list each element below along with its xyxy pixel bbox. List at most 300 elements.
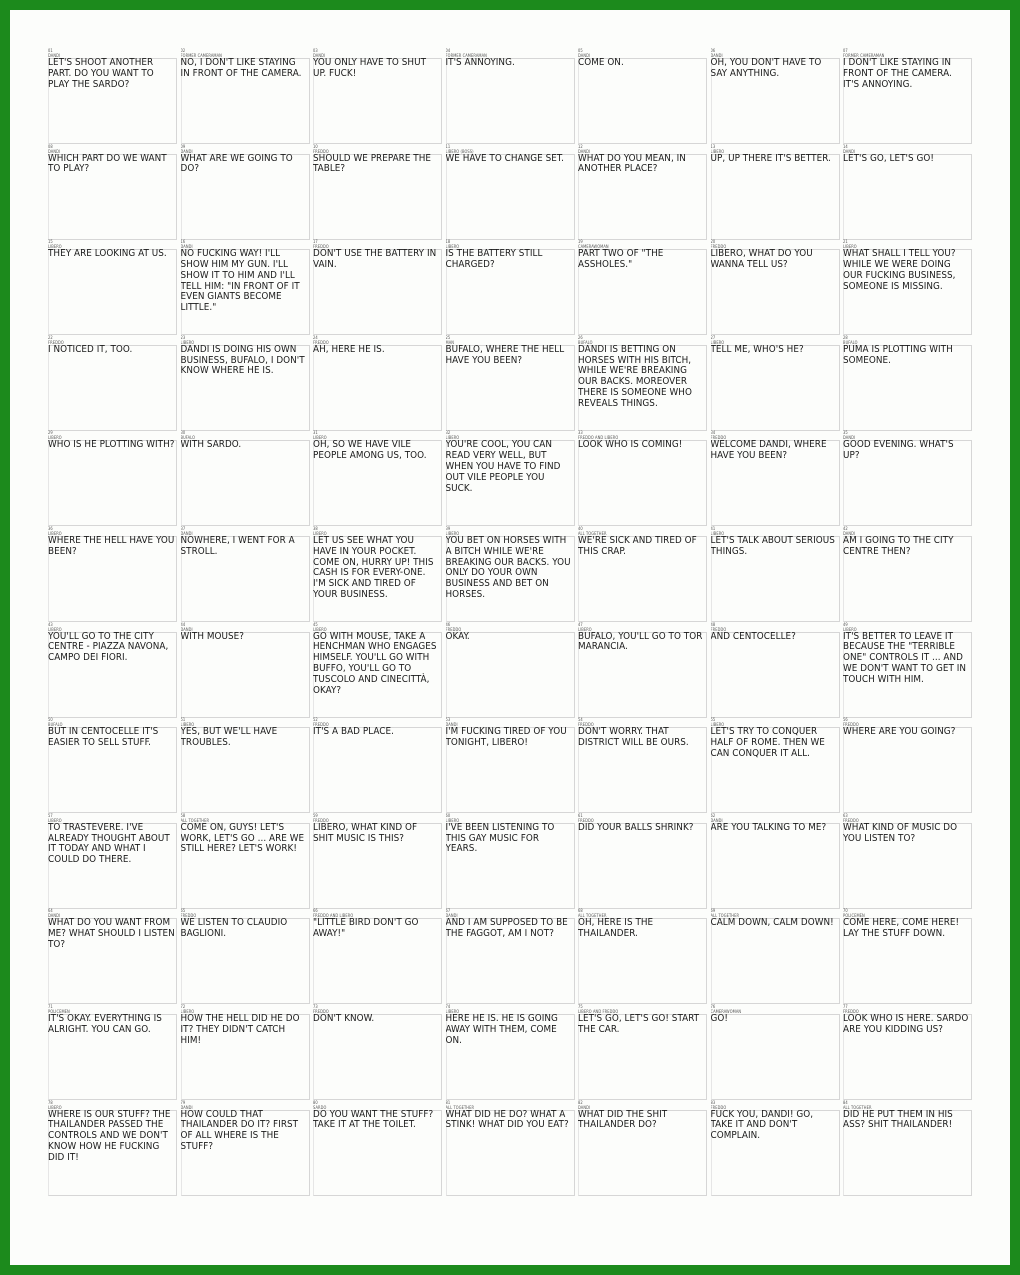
cell-number: 32	[445, 430, 451, 436]
speaker-name: DANDI	[445, 722, 458, 728]
cell-frame	[48, 345, 177, 431]
dialogue-cell	[181, 908, 310, 1004]
speaker-name: DANDI	[180, 244, 193, 250]
dialogue-cell	[181, 717, 310, 813]
dialogue-line: WE LISTEN TO CLAUDIO BAGLIONI.	[180, 917, 288, 940]
dialogue-cell	[48, 717, 177, 813]
dialogue-cell	[181, 526, 310, 622]
speaker-name: FREDDO	[710, 435, 727, 441]
cell-frame	[578, 440, 707, 526]
dialogue-cell	[843, 813, 972, 909]
dialogue-line: DID HE PUT THEM IN HIS ASS? SHIT THAILANDER!	[843, 1108, 953, 1131]
dialogue-line: WE HAVE TO CHANGE SET.	[445, 152, 565, 164]
cell-number: 43	[48, 621, 53, 627]
dialogue-cell	[578, 908, 707, 1004]
dialogue-line: OH, YOU DON'T HAVE TO SAY ANYTHING.	[710, 57, 822, 79]
speaker-name: FREDDO AND LIBERO	[578, 435, 619, 441]
speaker-name: LIBERO	[710, 148, 725, 154]
speaker-name: DANDI	[578, 148, 591, 154]
dialogue-cell	[313, 430, 442, 526]
speaker-name: FORMER CAMERAMAN	[843, 53, 885, 58]
dialogue-line: WHAT ARE WE GOING TO DO?	[180, 152, 293, 175]
cell-number: 12	[578, 143, 583, 149]
dialogue-cell	[843, 1004, 972, 1100]
cell-number: 18	[445, 239, 451, 245]
cell-number: 42	[843, 526, 848, 531]
dialogue-cell	[843, 239, 972, 335]
dialogue-line: IT'S ANNOYING.	[445, 57, 515, 68]
dialogue-line: LOOK WHO IS HERE. SARDO ARE YOU KIDDING US?	[843, 1013, 969, 1035]
dialogue-cell	[446, 908, 575, 1004]
cell-number: 04	[445, 48, 451, 53]
dialogue-cell	[313, 908, 442, 1004]
cell-frame	[446, 632, 575, 718]
cell-number: 41	[710, 526, 716, 531]
cell-number: 09	[180, 143, 186, 149]
dialogue-line: NO, I DON'T LIKE STAYING IN FRONT OF THE CAMERA.	[180, 57, 302, 79]
cell-number: 40	[578, 526, 583, 531]
speaker-name: BUFALO	[180, 435, 196, 441]
cell-number: 58	[180, 812, 186, 818]
cell-number: 45	[313, 621, 318, 627]
speaker-name: ALL TOGETHER	[180, 817, 210, 823]
dialogue-line: DON'T KNOW.	[313, 1013, 375, 1024]
dialogue-cell	[48, 430, 177, 526]
cell-number: 80	[313, 1099, 318, 1105]
dialogue-cell	[711, 335, 840, 431]
dialogue-line: HOW COULD THAT THAILANDER DO IT? FIRST OF ALL WHERE IS THE STUFF?	[180, 1108, 299, 1152]
speaker-name: LIBERO	[445, 531, 460, 536]
dialogue-line: BUT IN CENTOCELLE IT'S EASIER TO SELL STUFF.	[48, 726, 159, 748]
cell-frame	[313, 1014, 442, 1100]
speaker-name: DANDI	[180, 531, 193, 536]
cell-number: 70	[843, 908, 848, 914]
speaker-name: BUFALO	[843, 339, 858, 345]
cell-number: 15	[48, 239, 53, 245]
dialogue-line: UP, UP THERE IT'S BETTER.	[710, 152, 831, 164]
speaker-name: ALL TOGETHER	[578, 531, 607, 536]
dialogue-line: WHERE ARE YOU GOING?	[843, 726, 956, 738]
cell-number: 73	[313, 1004, 318, 1009]
dialogue-line: WHAT KIND OF MUSIC DO YOU LISTEN TO?	[843, 821, 958, 844]
cell-number: 05	[578, 48, 583, 53]
dialogue-cell	[843, 1100, 972, 1196]
cell-number: 51	[180, 717, 186, 723]
dialogue-cell	[578, 239, 707, 335]
dialogue-line: "LITTLE BIRD DON'T GO AWAY!"	[313, 917, 419, 940]
cell-number: 74	[445, 1004, 451, 1009]
dialogue-line: WHERE IS OUR STUFF? THE THAILANDER PASSED THE CONTROLS AND WE DON'T KNOW HOW HE FUCKING DID IT!	[48, 1108, 171, 1163]
cell-frame	[843, 154, 972, 240]
speaker-name: FREDDO	[578, 817, 594, 823]
dialogue-line: WHO IS HE PLOTTING WITH?	[48, 439, 175, 451]
speaker-name: LIBERO	[710, 531, 725, 536]
speaker-name: FREDDO AND LIBERO	[313, 913, 354, 919]
dialogue-cell	[313, 335, 442, 431]
dialogue-cell	[578, 335, 707, 431]
cell-number: 06	[710, 48, 716, 53]
dialogue-line: WITH SARDO.	[180, 439, 242, 451]
speaker-name: FREDDO	[313, 244, 329, 250]
cell-frame	[48, 249, 177, 335]
cell-number: 19	[578, 239, 583, 245]
dialogue-line: GO WITH MOUSE, TAKE A HENCHMAN WHO ENGAGES HIMSELF. YOU'LL GO WITH BUFFO, YOU'LL GO TO TUSCOLO AND CINECITTÀ, OKAY?	[313, 630, 437, 696]
speaker-name: FREDDO	[843, 1009, 859, 1014]
cell-number: 36	[48, 526, 53, 531]
speaker-name: CAMERAWOMAN	[578, 244, 609, 250]
dialogue-line: GO!	[710, 1013, 728, 1024]
cell-number: 81	[445, 1099, 451, 1105]
dialogue-cell	[48, 239, 177, 335]
speaker-name: FREDDO	[313, 339, 329, 345]
dialogue-cell	[446, 144, 575, 240]
speaker-name: FREDDO	[180, 913, 197, 919]
cell-number: 65	[180, 908, 186, 914]
dialogue-line: LET'S TRY TO CONQUER HALF OF ROME. THEN WE CAN CONQUER IT ALL.	[710, 726, 825, 759]
cell-number: 55	[710, 717, 716, 723]
cell-number: 78	[48, 1099, 53, 1105]
dialogue-line: SHOULD WE PREPARE THE TABLE?	[313, 152, 432, 175]
cell-frame	[578, 58, 707, 144]
dialogue-cell	[578, 813, 707, 909]
dialogue-cell	[446, 430, 575, 526]
cell-number: 72	[180, 1004, 186, 1009]
dialogue-cell	[711, 1004, 840, 1100]
storyboard-sheet	[10, 10, 1010, 1265]
dialogue-cell	[843, 430, 972, 526]
speaker-name: LIBERO	[313, 531, 327, 536]
dialogue-line: WHAT DID THE SHIT THAILANDER DO?	[578, 1108, 668, 1131]
dialogue-line: AND CENTOCELLE?	[710, 630, 796, 642]
speaker-name: LIBERO	[180, 1009, 195, 1014]
cell-frame	[711, 345, 840, 431]
speaker-name: LIBERO (BOSS)	[445, 148, 474, 154]
dialogue-cell	[48, 335, 177, 431]
dialogue-line: NO FUCKING WAY! I'LL SHOW HIM MY GUN. I'LL SHOW IT TO HIM AND I'LL TELL HIM: "IN FRONT OF IT EVEN GIANTS BECOME LITTLE."	[180, 248, 300, 314]
dialogue-line: COME ON, GUYS! LET'S WORK, LET'S GO ... ARE WE STILL HERE? LET'S WORK!	[180, 821, 305, 855]
cell-number: 34	[710, 430, 716, 436]
cell-number: 53	[445, 717, 451, 723]
speaker-name: LIBERO	[48, 817, 62, 823]
dialogue-line: YOU'LL GO TO THE CITY CENTRE - PIAZZA NAVONA, CAMPO DEI FIORI.	[48, 630, 169, 664]
dialogue-cell	[578, 430, 707, 526]
cell-number: 24	[313, 334, 318, 340]
dialogue-line: WHAT SHALL I TELL YOU? WHILE WE WERE DOING OUR FUCKING BUSINESS, SOMEONE IS MISSING.	[843, 248, 956, 292]
cell-number: 46	[445, 621, 451, 627]
dialogue-line: YOU'RE COOL, YOU CAN READ VERY WELL, BUT WHEN YOU HAVE TO FIND OUT VILE PEOPLE YOU SUCK.	[445, 439, 561, 494]
speaker-name: LIBERO	[445, 244, 460, 250]
dialogue-line: HOW THE HELL DID HE DO IT? THEY DIDN'T CATCH HIM!	[180, 1013, 300, 1046]
cell-number: 75	[578, 1004, 583, 1009]
cell-number: 03	[313, 48, 318, 53]
dialogue-line: TO TRASTEVERE. I'VE ALREADY THOUGHT ABOUT IT TODAY AND WHAT I COULD DO THERE.	[48, 821, 170, 866]
speaker-name: FORMER CAMERAMAN	[180, 53, 222, 58]
cell-number: 29	[48, 430, 53, 436]
speaker-name: ALL TOGETHER	[710, 913, 740, 919]
dialogue-line: DON'T WORRY. THAT DISTRICT WILL BE OURS.	[578, 726, 689, 748]
dialogue-line: DID YOUR BALLS SHRINK?	[578, 821, 694, 833]
speaker-name: DANDI	[180, 148, 193, 154]
speaker-name: POLICEMEN	[843, 913, 865, 919]
dialogue-cell	[48, 1100, 177, 1196]
dialogue-line: CALM DOWN, CALM DOWN!	[710, 917, 834, 929]
cell-number: 48	[710, 621, 716, 627]
speaker-name: FREDDO	[313, 148, 329, 154]
dialogue-cell	[843, 48, 972, 144]
dialogue-cell	[313, 622, 442, 718]
dialogue-cell	[48, 908, 177, 1004]
cell-number: 22	[48, 334, 53, 340]
dialogue-cell	[711, 430, 840, 526]
cell-number: 79	[180, 1099, 186, 1105]
speaker-name: LIBERO	[710, 339, 725, 345]
speaker-name: DANDI	[843, 435, 856, 441]
dialogue-cell	[578, 144, 707, 240]
dialogue-cell	[578, 1100, 707, 1196]
cell-number: 13	[710, 143, 716, 149]
dialogue-line: OH, HERE IS THE THAILANDER.	[578, 917, 654, 940]
cell-frame	[711, 154, 840, 240]
dialogue-line: OH, SO WE HAVE VILE PEOPLE AMONG US, TOO.	[313, 439, 427, 462]
speaker-name: DANDI	[48, 53, 61, 58]
cell-number: 23	[180, 334, 186, 340]
speaker-name: LIBERO	[843, 626, 857, 632]
dialogue-cell	[48, 48, 177, 144]
speaker-name: FREDDO	[313, 817, 329, 823]
dialogue-cell	[711, 908, 840, 1004]
dialogue-cell	[446, 717, 575, 813]
dialogue-cell	[313, 1004, 442, 1100]
dialogue-cell	[446, 48, 575, 144]
dialogue-cell	[578, 1004, 707, 1100]
dialogue-line: WHERE THE HELL HAVE YOU BEEN?	[48, 535, 175, 557]
dialogue-line: LET'S SHOOT ANOTHER PART. DO YOU WANT TO PLAY THE SARDO?	[48, 57, 154, 90]
dialogue-line: ARE YOU TALKING TO ME?	[710, 821, 827, 833]
cell-number: 44	[180, 621, 186, 627]
cell-number: 63	[843, 812, 848, 818]
speaker-name: FORMER CAMERAMAN	[445, 53, 487, 58]
cell-number: 83	[710, 1099, 716, 1105]
speaker-name: ALL TOGETHER	[578, 913, 607, 919]
speaker-name: DANDI	[48, 913, 61, 919]
dialogue-cell	[48, 144, 177, 240]
cell-number: 10	[313, 143, 318, 149]
speaker-name: FREDDO	[710, 626, 727, 632]
cell-number: 37	[180, 526, 186, 531]
cell-frame	[843, 727, 972, 813]
cell-number: 52	[313, 717, 318, 723]
speaker-name: LIBERO	[710, 722, 725, 728]
dialogue-cell	[181, 622, 310, 718]
cell-number: 25	[445, 334, 451, 340]
cell-number: 62	[710, 812, 716, 818]
speaker-name: BUFALO	[48, 722, 63, 728]
dialogue-cell	[313, 144, 442, 240]
speaker-name: DANDI	[180, 1104, 193, 1110]
cell-frame	[446, 154, 575, 240]
speaker-name: CAMERAWOMAN	[710, 1009, 742, 1014]
dialogue-cell	[313, 1100, 442, 1196]
dialogue-line: PART TWO OF "THE ASSHOLES."	[578, 248, 664, 270]
speaker-name: FREDDO	[445, 626, 462, 632]
cell-frame	[711, 1014, 840, 1100]
dialogue-line: IT'S OKAY. EVERYTHING IS ALRIGHT. YOU CAN GO.	[48, 1013, 162, 1035]
speaker-name: DANDI	[313, 53, 326, 58]
dialogue-line: BUFALO, YOU'LL GO TO TOR MARANCIA.	[578, 630, 703, 653]
dialogue-line: WHICH PART DO WE WANT TO PLAY?	[48, 152, 167, 175]
dialogue-cell	[711, 717, 840, 813]
dialogue-line: WE'RE SICK AND TIRED OF THIS CRAP.	[578, 535, 697, 557]
dialogue-cell	[711, 1100, 840, 1196]
speaker-name: DANDI	[48, 148, 61, 154]
speaker-name: DANDI	[710, 817, 723, 823]
cell-number: 07	[843, 48, 848, 53]
dialogue-cell	[181, 430, 310, 526]
dialogue-cell	[181, 239, 310, 335]
cell-number: 38	[313, 526, 318, 531]
dialogue-cell	[181, 1100, 310, 1196]
speaker-name: MAN	[445, 339, 455, 345]
dialogue-cell	[181, 335, 310, 431]
dialogue-line: AH, HERE HE IS.	[313, 343, 385, 355]
cell-frame	[181, 440, 310, 526]
cell-frame	[48, 440, 177, 526]
dialogue-cell	[48, 526, 177, 622]
dialogue-line: LET'S GO, LET'S GO! START THE CAR.	[578, 1013, 700, 1035]
speaker-name: DANDI	[843, 148, 856, 154]
dialogue-cell	[48, 813, 177, 909]
speaker-name: FREDDO	[313, 1009, 329, 1014]
dialogue-cell	[843, 526, 972, 622]
cell-number: 20	[710, 239, 716, 245]
dialogue-cell	[843, 908, 972, 1004]
dialogue-cell	[181, 144, 310, 240]
dialogue-line: LET'S GO, LET'S GO!	[843, 152, 934, 164]
dialogue-line: WHAT DO YOU MEAN, IN ANOTHER PLACE?	[578, 152, 686, 175]
speaker-name: LIBERO	[48, 1104, 62, 1110]
speaker-name: LIBERO	[578, 626, 592, 632]
speaker-name: LIBERO	[48, 435, 62, 441]
dialogue-cell	[578, 526, 707, 622]
speaker-name: LIBERO	[180, 722, 195, 728]
dialogue-line: LET'S TALK ABOUT SERIOUS THINGS.	[710, 535, 835, 557]
dialogue-line: WITH MOUSE?	[180, 630, 245, 642]
dialogue-line: LIBERO, WHAT DO YOU WANNA TELL US?	[710, 248, 813, 270]
speaker-name: LIBERO	[445, 1009, 460, 1014]
cell-number: 59	[313, 812, 318, 818]
cell-number: 31	[313, 430, 318, 436]
dialogue-cell	[181, 813, 310, 909]
dialogue-line: WELCOME DANDI, WHERE HAVE YOU BEEN?	[710, 439, 827, 462]
cell-number: 16	[180, 239, 186, 245]
dialogue-line: LOOK WHO IS COMING!	[578, 439, 683, 451]
speaker-name: LIBERO	[48, 626, 62, 632]
cell-frame	[578, 823, 707, 909]
dialogue-line: LIBERO, WHAT KIND OF SHIT MUSIC IS THIS?	[313, 821, 418, 844]
dialogue-cell	[711, 239, 840, 335]
dialogue-line: LET US SEE WHAT YOU HAVE IN YOUR POCKET. COME ON, HURRY UP! THIS CASH IS FOR EVERY-ONE. I'M SICK AND TIRED OF YOUR BUSINESS.	[313, 535, 434, 600]
dialogue-line: DO YOU WANT THE STUFF? TAKE IT AT THE TOILET.	[313, 1108, 434, 1131]
speaker-name: BUFALO	[578, 339, 593, 345]
cell-number: 67	[445, 908, 451, 914]
dialogue-line: HERE HE IS. HE IS GOING AWAY WITH THEM, COME ON.	[445, 1013, 558, 1046]
dialogue-line: I'M FUCKING TIRED OF YOU TONIGHT, LIBERO!	[445, 726, 567, 748]
dialogue-line: NOWHERE, I WENT FOR A STROLL.	[180, 535, 295, 557]
dialogue-cell	[843, 717, 972, 813]
speaker-name: FREDDO	[48, 339, 64, 345]
dialogue-cell	[446, 526, 575, 622]
dialogue-cell	[711, 526, 840, 622]
dialogue-cell	[843, 335, 972, 431]
speaker-name: ALL TOGETHER	[843, 1104, 872, 1110]
cell-number: 69	[710, 908, 716, 914]
dialogue-cell	[711, 48, 840, 144]
cell-number: 28	[843, 334, 848, 340]
dialogue-cell	[843, 622, 972, 718]
dialogue-cell	[313, 48, 442, 144]
dialogue-line: OKAY.	[445, 630, 470, 642]
cell-number: 39	[445, 526, 451, 531]
dialogue-cell	[313, 813, 442, 909]
cell-number: 76	[710, 1004, 716, 1009]
dialogue-line: GOOD EVENING. WHAT'S UP?	[843, 439, 954, 462]
speaker-name: LIBERO	[445, 435, 460, 441]
dialogue-line: FUCK YOU, DANDI! GO, TAKE IT AND DON'T COMPLAIN.	[710, 1108, 814, 1142]
speaker-name: DANDI	[578, 53, 591, 58]
speaker-name: POLICEMEN	[48, 1009, 70, 1014]
dialogue-cell	[48, 1004, 177, 1100]
dialogue-cell	[181, 48, 310, 144]
cell-number: 64	[48, 908, 53, 914]
dialogue-cell	[711, 813, 840, 909]
dialogue-line: DON'T USE THE BATTERY IN VAIN.	[313, 248, 437, 270]
cell-number: 27	[710, 334, 716, 340]
speaker-name: LIBERO	[843, 244, 857, 250]
speaker-name: FREDDO	[843, 722, 859, 728]
speaker-name: FREDDO	[710, 1104, 727, 1110]
dialogue-line: THEY ARE LOOKING AT US.	[48, 248, 167, 260]
cell-frame	[711, 918, 840, 1004]
dialogue-cell	[181, 1004, 310, 1100]
cell-number: 60	[445, 812, 451, 818]
dialogue-cell	[843, 144, 972, 240]
cell-number: 56	[843, 717, 848, 723]
cell-number: 14	[843, 143, 848, 149]
cell-number: 71	[48, 1004, 53, 1009]
dialogue-line: AM I GOING TO THE CITY CENTRE THEN?	[843, 535, 954, 557]
speaker-name: DANDI	[445, 913, 458, 919]
speaker-name: DANDI	[180, 626, 193, 632]
dialogue-line: PUMA IS PLOTTING WITH SOMEONE.	[843, 343, 953, 366]
cell-frame	[711, 823, 840, 909]
dialogue-line: WHAT DID HE DO? WHAT A STINK! WHAT DID YOU EAT?	[445, 1108, 569, 1131]
dialogue-cell	[313, 239, 442, 335]
cell-number: 33	[578, 430, 583, 436]
dialogue-line: YOU BET ON HORSES WITH A BITCH WHILE WE'RE BREAKING OUR BACKS. YOU ONLY DO YOUR OWN BUSINESS AND BET ON HORSES.	[445, 535, 571, 600]
dialogue-line: DANDI IS DOING HIS OWN BUSINESS, BUFALO, I DON'T KNOW WHERE HE IS.	[180, 343, 305, 377]
cell-meta	[711, 1004, 840, 1014]
speaker-name: LIBERO	[313, 626, 327, 632]
dialogue-cell	[578, 622, 707, 718]
dialogue-line: COME ON.	[578, 57, 624, 68]
dialogue-cell	[578, 48, 707, 144]
dialogue-cell	[446, 622, 575, 718]
cell-number: 21	[843, 239, 848, 245]
cell-number: 02	[180, 48, 186, 53]
dialogue-line: IS THE BATTERY STILL CHARGED?	[445, 248, 543, 270]
dialogue-line: YOU ONLY HAVE TO SHUT UP. FUCK!	[313, 57, 427, 79]
cell-frame	[181, 632, 310, 718]
